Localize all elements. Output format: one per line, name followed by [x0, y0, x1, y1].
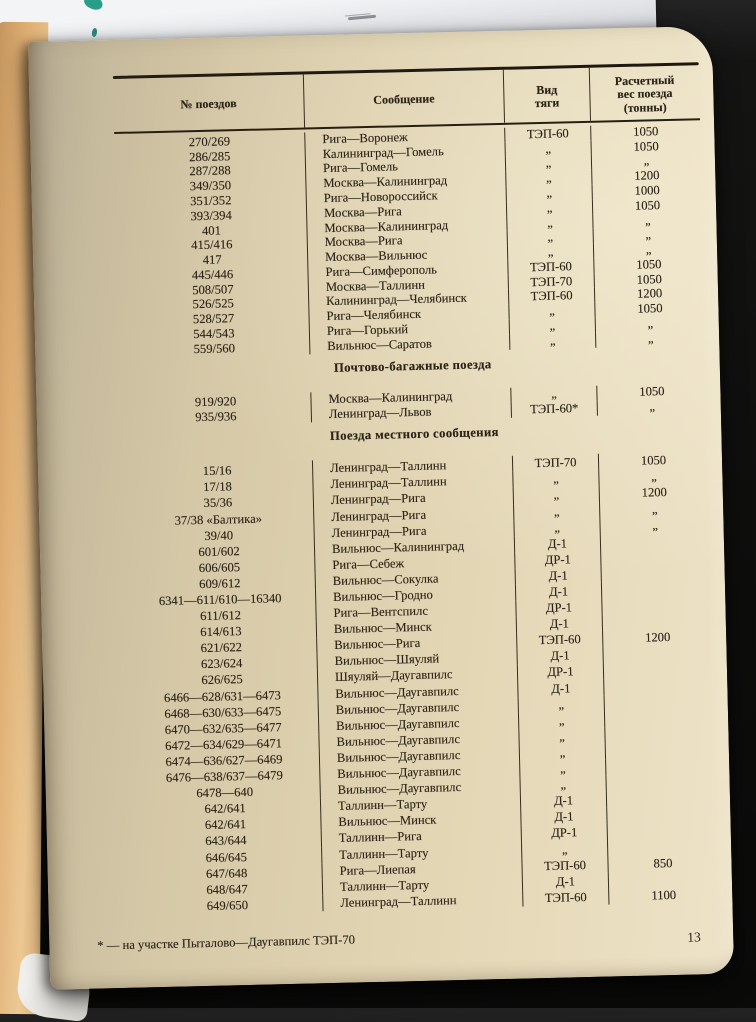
row-train-number: 35/36: [203, 495, 233, 511]
row-traction: ДР-1: [521, 824, 607, 842]
row-train-number: 919/920: [194, 394, 237, 410]
header-traction-type: Вид тяги: [503, 68, 590, 123]
row-traction: Д-1: [516, 647, 602, 665]
row-weight: „: [599, 500, 709, 519]
row-route: Рига—Симферополь: [307, 261, 507, 281]
row-traction: „: [507, 229, 593, 246]
table-section-rows: [114, 120, 705, 358]
row-route: Вильнюс—Минск: [320, 810, 520, 831]
row-route: Калининград—Челябинск: [308, 290, 508, 310]
row-train-number: 15/16: [202, 463, 232, 479]
row-route: Москва—Калининград: [305, 172, 505, 192]
row-route: Таллинн—Тарту: [322, 874, 522, 895]
row-train-number: 544/543: [193, 326, 235, 342]
row-train-number: 39/40: [204, 527, 234, 543]
row-train-number: 17/18: [203, 479, 233, 495]
table-section-rows: [120, 381, 707, 427]
row-traction: Д-1: [515, 583, 601, 601]
row-traction: „: [509, 318, 595, 335]
table-body: [114, 120, 718, 915]
row-traction: „: [513, 518, 599, 536]
row-route: Ленинград—Рига: [313, 520, 513, 541]
row-route: Вильнюс—Калининград: [314, 536, 514, 557]
row-train-number: 646/645: [205, 849, 248, 865]
row-train-number: 6468—630/633—6475: [164, 703, 282, 721]
row-weight: 1050: [590, 138, 700, 155]
row-traction: „: [521, 840, 607, 858]
row-traction: „: [519, 760, 605, 778]
row-weight: „: [595, 330, 705, 347]
row-train-number: 445/446: [191, 267, 234, 283]
row-traction: ТЭП-70: [508, 273, 594, 290]
row-train-number: 351/352: [189, 193, 232, 209]
row-train-number: 417: [202, 252, 222, 268]
row-traction: „: [504, 140, 590, 157]
row-traction: ДР-1: [514, 550, 600, 568]
row-traction: ТЭП-60: [521, 856, 607, 874]
row-weight: „: [598, 467, 708, 486]
row-weight: 1200: [602, 628, 712, 647]
row-route: Москва—Таллинн: [308, 275, 508, 295]
row-traction: „: [510, 386, 596, 403]
row-traction: ТЭП-70: [512, 454, 598, 472]
row-route: Вильнюс—Даугавпилс: [317, 681, 517, 702]
row-traction: „: [518, 711, 604, 729]
row-traction: „: [506, 214, 592, 231]
section-heading: Почтово-багажные поезда: [333, 356, 492, 375]
row-route: Ленинград—Рига: [313, 504, 513, 525]
row-train-number: 647/648: [205, 865, 248, 881]
row-train-number: 611/612: [199, 608, 242, 624]
row-weight: 1050: [590, 123, 700, 140]
row-traction: „: [513, 502, 599, 520]
row-route: Вильнюс—Шяуляй: [316, 649, 516, 670]
row-train-number: 6472—634/629—6471: [165, 736, 283, 753]
row-weight: 1000: [592, 182, 702, 199]
row-traction: „: [507, 244, 593, 261]
row-route: Москва—Вильнюс: [307, 246, 507, 266]
row-traction: Д-1: [522, 872, 608, 890]
page-number: 13: [687, 929, 701, 945]
row-traction: „: [509, 333, 595, 350]
row-weight: „: [591, 152, 701, 169]
row-train-number: 6466—628/631—6473: [163, 687, 282, 705]
table-section-rows: [122, 449, 719, 916]
row-route: Вильнюс—Даугавпилс: [318, 697, 518, 718]
row-weight: 1200: [599, 484, 709, 503]
row-weight: „: [593, 241, 703, 258]
row-route: Ленинград—Таллинн: [312, 456, 512, 477]
footnote: * — на участке Пыталово—Даугавпилс ТЭП-70: [97, 932, 356, 953]
row-train-number: 606/605: [198, 559, 241, 575]
row-weight: 1050: [596, 383, 706, 400]
row-route: Вильнюс—Даугавпилс: [318, 729, 518, 750]
row-weight: „: [597, 398, 707, 415]
row-route: Вильнюс—Рига: [316, 633, 516, 654]
row-weight: „: [595, 315, 705, 332]
row-weight: 1200: [594, 286, 704, 303]
row-train-number: 6476—638/637—6479: [165, 768, 283, 785]
row-train-number: 623/624: [200, 656, 243, 672]
row-traction: ТЭП-60: [507, 259, 593, 276]
row-route: Москва—Калининград: [306, 216, 506, 236]
row-route: Шяуляй—Даугавпилс: [317, 665, 517, 686]
row-weight: 1050: [592, 197, 702, 214]
row-route: Рига—Горький: [309, 320, 509, 340]
row-traction: Д-1: [520, 792, 606, 810]
row-weight: 1050: [593, 256, 703, 273]
row-traction: ДР-1: [515, 599, 601, 617]
row-route: Калининград—Гомель: [305, 142, 505, 162]
row-route: Ленинград—Таллинн: [322, 890, 522, 911]
row-train-number: 643/644: [205, 833, 247, 849]
row-route: Вильнюс—Гродно: [315, 585, 515, 606]
row-train-number: 559/560: [193, 341, 236, 357]
row-traction: Д-1: [514, 534, 600, 552]
row-train-number: 508/507: [192, 281, 234, 297]
header-route: Сообщение: [303, 70, 504, 128]
row-traction: ТЭП-60*: [511, 401, 597, 418]
row-train-number: 286/285: [188, 148, 231, 164]
row-route: Рига—Вентспилс: [315, 601, 515, 622]
row-train-number: 528/527: [192, 311, 235, 327]
row-route: Рига—Лиепая: [321, 858, 521, 879]
row-route: Рига—Воронеж: [304, 128, 504, 148]
row-route: Москва—Рига: [306, 201, 506, 221]
row-traction: „: [518, 727, 604, 745]
row-train-number: 935/936: [195, 409, 237, 425]
row-route: Вильнюс—Даугавпилс: [319, 746, 519, 767]
row-weight: 1100: [608, 886, 718, 905]
row-route: Таллинн—Тарту: [320, 794, 520, 815]
row-route: Рига—Новороссийск: [306, 187, 506, 207]
row-train-number: 6470—632/635—6477: [164, 719, 282, 737]
row-weight: „: [599, 516, 709, 535]
row-route: Москва—Калининград: [310, 388, 510, 408]
row-route: Вильнюс—Даугавпилс: [319, 762, 519, 783]
section-heading: Поезда местного сообщения: [329, 424, 499, 443]
row-traction: Д-1: [516, 615, 602, 633]
row-train-number: 6478—640: [196, 785, 254, 801]
row-train-number: 401: [201, 223, 222, 238]
row-traction: „: [506, 199, 592, 216]
row-traction: „: [505, 170, 591, 187]
row-route: Ленинград—Таллинн: [312, 472, 512, 493]
book-page: [28, 26, 734, 990]
row-train-number: 642/641: [204, 817, 247, 833]
row-route: Ленинград—Рига: [313, 488, 513, 509]
row-train-number: 601/602: [198, 543, 240, 559]
row-traction: ТЭП-60: [522, 888, 608, 906]
row-route: Таллинн—Тарту: [321, 842, 521, 863]
row-weight: 1050: [598, 451, 708, 470]
row-traction: ТЭП-60: [516, 631, 602, 649]
row-train-number: 349/350: [189, 178, 232, 194]
row-traction: „: [505, 155, 591, 172]
row-traction: ДР-1: [517, 663, 603, 681]
row-train-number: 614/613: [200, 624, 242, 640]
row-train-number: 37/38 «Балтика»: [174, 511, 263, 528]
row-traction: Д-1: [517, 679, 603, 697]
row-train-number: 6474—636/627—6469: [165, 752, 283, 769]
row-weight: 850: [607, 854, 717, 873]
row-route: Таллинн—Рига: [321, 826, 521, 847]
row-traction: „: [518, 695, 604, 713]
row-train-number: 609/612: [199, 576, 241, 592]
row-route: Москва—Рига: [307, 231, 507, 251]
row-route: Вильнюс—Сокулка: [315, 569, 515, 590]
row-traction: „: [519, 776, 605, 794]
train-timetable: [97, 62, 719, 953]
row-train-number: 270/269: [188, 133, 231, 149]
row-route: Вильнюс—Даугавпилс: [320, 778, 520, 799]
row-weight: 1050: [594, 271, 704, 288]
row-traction: ТЭП-60: [504, 125, 590, 142]
row-traction: „: [508, 303, 594, 320]
row-traction: „: [506, 185, 592, 202]
header-train-numbers: № поездов: [180, 96, 237, 112]
header-design-weight: Расчетный вес поезда (тонны): [589, 65, 700, 121]
row-train-number: 642/641: [204, 801, 246, 817]
row-train-number: 649/650: [206, 897, 249, 913]
row-traction: „: [519, 744, 605, 762]
row-weight: „: [592, 212, 702, 229]
row-route: Вильнюс—Саратов: [309, 335, 509, 355]
row-route: Рига—Челябинск: [308, 305, 508, 325]
row-route: Вильнюс—Минск: [316, 617, 516, 638]
row-weight: „: [593, 226, 703, 243]
row-route: Рига—Гомель: [305, 157, 505, 177]
row-train-number: 526/525: [192, 296, 235, 312]
row-weight: 1200: [591, 167, 701, 184]
row-train-number: 415/416: [191, 237, 233, 253]
row-train-number: 6341—611/610—16340: [158, 591, 282, 609]
row-weight: 1050: [594, 300, 704, 317]
row-traction: „: [512, 470, 598, 488]
row-route: Рига—Себеж: [314, 553, 514, 574]
row-route: Вильнюс—Даугавпилс: [318, 713, 518, 734]
row-train-number: 648/647: [206, 881, 248, 897]
row-traction: „: [513, 486, 599, 504]
row-train-number: 393/394: [190, 207, 232, 223]
row-route: Ленинград—Львов: [311, 403, 511, 423]
row-train-number: 287/288: [189, 163, 231, 179]
row-traction: Д-1: [520, 808, 606, 826]
row-traction: ТЭП-60: [508, 288, 594, 305]
row-train-number: 626/625: [201, 672, 243, 688]
row-train-number: 621/622: [200, 640, 243, 656]
row-traction: Д-1: [515, 567, 601, 585]
